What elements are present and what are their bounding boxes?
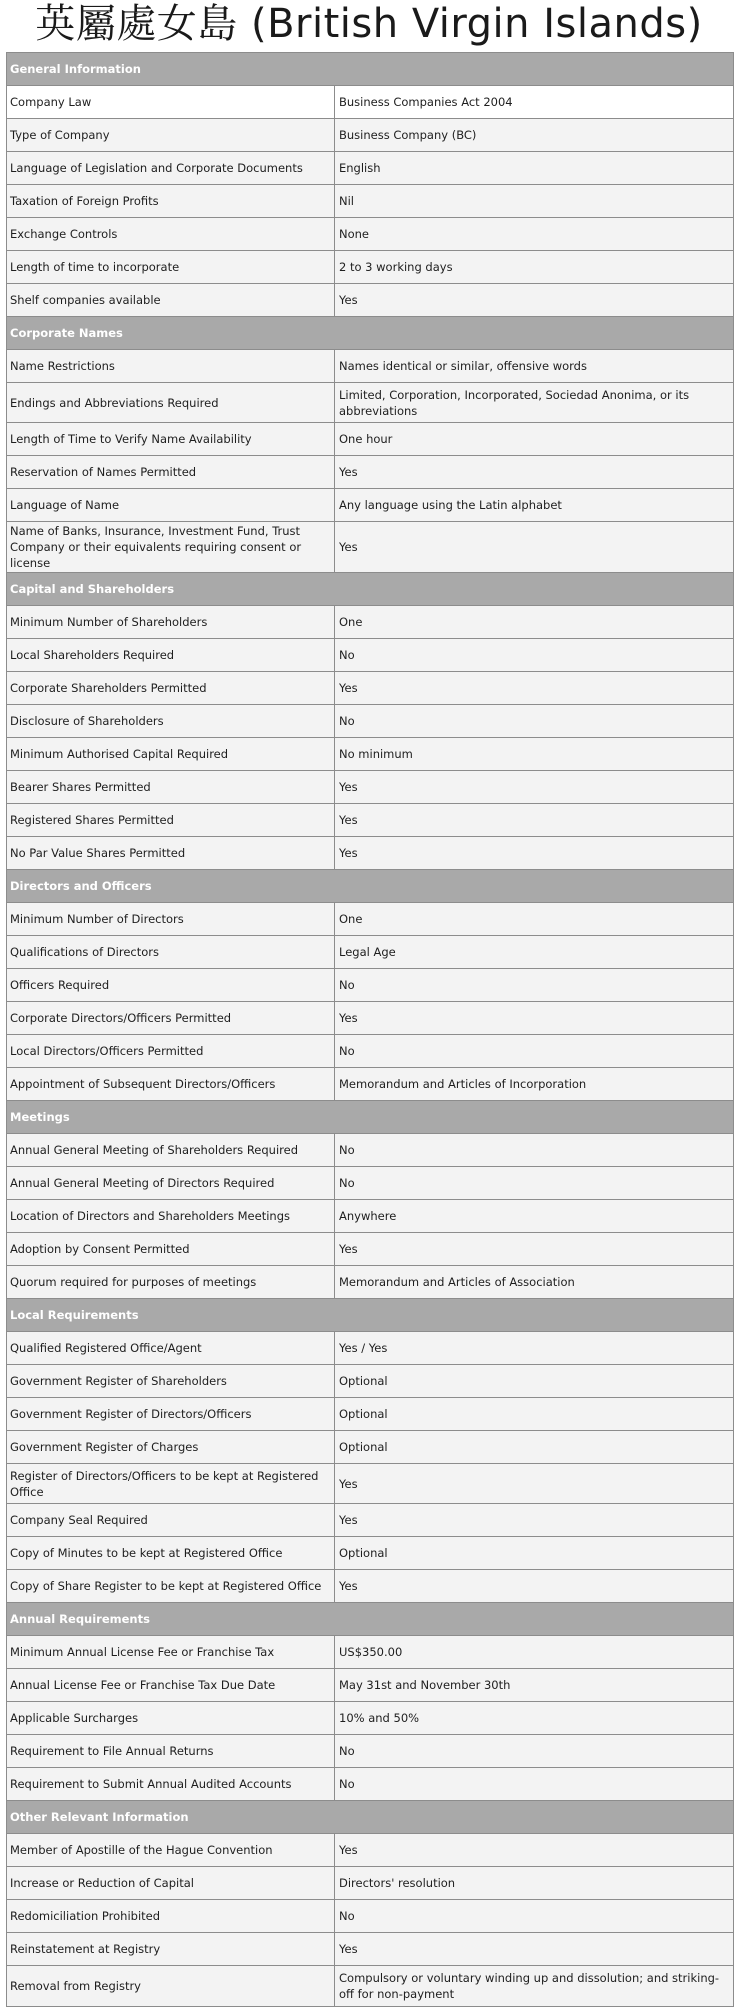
row-value: One (339, 912, 363, 926)
table-row (7, 705, 733, 738)
table-row (7, 383, 733, 423)
row-label: Endings and Abbreviations Required (7, 383, 335, 422)
row-label: Exchange Controls (7, 218, 335, 250)
table-row (7, 1900, 733, 1933)
row-value: Limited, Corporation, Incorporated, Sociedad Anonima, or its abbreviations (339, 387, 690, 418)
row-value: Optional (339, 1374, 388, 1388)
row-label: Company Seal Required (7, 1504, 335, 1536)
table-row (7, 350, 733, 383)
row-label: Redomiciliation Prohibited (7, 1900, 335, 1932)
table-row (7, 837, 733, 870)
row-value: Names identical or similar, offensive words (339, 359, 587, 373)
table-row (7, 86, 733, 119)
table-row (7, 1431, 733, 1464)
row-label: Language of Legislation and Corporate Documents (7, 152, 335, 184)
page-title: 英屬處女島 (British Virgin Islands) (35, 1, 703, 47)
row-label: Applicable Surcharges (7, 1702, 335, 1734)
row-value: Memorandum and Articles of Association (339, 1275, 575, 1289)
table-row (7, 903, 733, 936)
table-row (7, 1200, 733, 1233)
row-label: Minimum Authorised Capital Required (7, 738, 335, 770)
row-label: No Par Value Shares Permitted (7, 837, 335, 869)
row-value: No (339, 1176, 355, 1190)
row-value: Yes (339, 681, 358, 695)
table-row (7, 804, 733, 837)
table-row (7, 1636, 733, 1669)
row-label: Name of Banks, Insurance, Investment Fund, Trust Company or their equivalents requiring consent or license (7, 522, 335, 572)
row-value: US$350.00 (339, 1645, 403, 1659)
table-row (7, 218, 733, 251)
table-row (7, 936, 733, 969)
row-label: Qualifications of Directors (7, 936, 335, 968)
row-label: Bearer Shares Permitted (7, 771, 335, 803)
row-label: Minimum Number of Shareholders (7, 606, 335, 638)
row-value: May 31st and November 30th (339, 1678, 511, 1692)
table-row (7, 1768, 733, 1801)
row-value: One (339, 615, 363, 629)
row-label: Qualified Registered Office/Agent (7, 1332, 335, 1364)
table-row (7, 1570, 733, 1603)
row-label: Annual License Fee or Franchise Tax Due Date (7, 1669, 335, 1701)
row-label: Language of Name (7, 489, 335, 521)
section-header: Capital and Shareholders (7, 573, 733, 606)
row-value: Yes (339, 846, 358, 860)
row-value: Yes (339, 1513, 358, 1527)
row-value: Yes (339, 1476, 358, 1491)
table-row (7, 1933, 733, 1966)
row-label: Annual General Meeting of Shareholders Required (7, 1134, 335, 1166)
table-row (7, 1867, 733, 1900)
row-label: Corporate Directors/Officers Permitted (7, 1002, 335, 1034)
table-row (7, 1365, 733, 1398)
row-label: Government Register of Directors/Officers (7, 1398, 335, 1430)
row-value: No (339, 1044, 355, 1058)
row-value: No (339, 978, 355, 992)
table-row (7, 1398, 733, 1431)
row-label: Appointment of Subsequent Directors/Officers (7, 1068, 335, 1100)
table-row (7, 639, 733, 672)
table-row (7, 1669, 733, 1702)
row-label: Corporate Shareholders Permitted (7, 672, 335, 704)
row-value: No minimum (339, 747, 413, 761)
section-header: Meetings (7, 1101, 733, 1134)
row-value: Optional (339, 1546, 388, 1560)
table-row (7, 771, 733, 804)
row-label: Annual General Meeting of Directors Required (7, 1167, 335, 1199)
row-value: Directors' resolution (339, 1876, 456, 1890)
row-label: Disclosure of Shareholders (7, 705, 335, 737)
table-row (7, 489, 733, 522)
table-row (7, 1834, 733, 1867)
row-value: None (339, 227, 370, 241)
section-header: Directors and Officers (7, 870, 733, 903)
row-label: Minimum Number of Directors (7, 903, 335, 935)
table-row (7, 284, 733, 317)
row-label: Register of Directors/Officers to be kept at Registered Office (7, 1464, 335, 1503)
row-value: Yes (339, 1242, 358, 1256)
row-label: Taxation of Foreign Profits (7, 185, 335, 217)
row-label: Increase or Reduction of Capital (7, 1867, 335, 1899)
table-row (7, 1068, 733, 1101)
row-value: No (339, 648, 355, 662)
table-row (7, 423, 733, 456)
table-row (7, 1464, 733, 1504)
row-value: Compulsory or voluntary winding up and dissolution; and striking-off for non-payment (339, 1971, 720, 2001)
row-label: Adoption by Consent Permitted (7, 1233, 335, 1265)
table-row (7, 1002, 733, 1035)
row-value: Optional (339, 1407, 388, 1421)
row-label: Location of Directors and Shareholders Meetings (7, 1200, 335, 1232)
row-label: Minimum Annual License Fee or Franchise Tax (7, 1636, 335, 1668)
table-row (7, 1702, 733, 1735)
row-value: Yes (339, 813, 358, 827)
table-row (7, 1537, 733, 1570)
row-value: One hour (339, 432, 393, 446)
table-row (7, 606, 733, 639)
row-label: Local Shareholders Required (7, 639, 335, 671)
row-label: Copy of Share Register to be kept at Registered Office (7, 1570, 335, 1602)
table-row (7, 1266, 733, 1299)
row-label: Length of time to incorporate (7, 251, 335, 283)
table-row (7, 672, 733, 705)
table-row (7, 1233, 733, 1266)
row-value: No (339, 714, 355, 728)
row-value: No (339, 1777, 355, 1791)
row-label: Shelf companies available (7, 284, 335, 316)
table-row (7, 1167, 733, 1200)
row-value: Optional (339, 1440, 388, 1454)
table-row (7, 1966, 733, 2006)
row-value: No (339, 1744, 355, 1758)
row-value: No (339, 1143, 355, 1157)
row-value: Yes (339, 1011, 358, 1025)
table-row (7, 522, 733, 573)
row-label: Local Directors/Officers Permitted (7, 1035, 335, 1067)
row-value: Yes (339, 465, 358, 479)
row-label: Quorum required for purposes of meetings (7, 1266, 335, 1298)
row-label: Officers Required (7, 969, 335, 1001)
row-label: Registered Shares Permitted (7, 804, 335, 836)
table-row (7, 1134, 733, 1167)
table-row (7, 1504, 733, 1537)
row-label: Requirement to File Annual Returns (7, 1735, 335, 1767)
row-value: Yes (339, 1843, 358, 1857)
row-value: Memorandum and Articles of Incorporation (339, 1077, 587, 1091)
row-label: Removal from Registry (7, 1966, 335, 2006)
row-label: Company Law (7, 86, 335, 118)
section-header: General Information (7, 53, 733, 86)
row-label: Member of Apostille of the Hague Convention (7, 1834, 335, 1866)
table-row (7, 969, 733, 1002)
row-value: Yes / Yes (339, 1341, 388, 1355)
table-row (7, 119, 733, 152)
row-label: Reservation of Names Permitted (7, 456, 335, 488)
row-value: No (339, 1909, 355, 1923)
row-label: Type of Company (7, 119, 335, 151)
row-label: Requirement to Submit Annual Audited Accounts (7, 1768, 335, 1800)
row-value: Yes (339, 540, 358, 554)
table-row (7, 1332, 733, 1365)
row-value: 2 to 3 working days (339, 260, 453, 274)
table-row (7, 456, 733, 489)
row-value: 10% and 50% (339, 1711, 420, 1725)
row-label: Government Register of Shareholders (7, 1365, 335, 1397)
table-row (7, 251, 733, 284)
table-row (7, 1035, 733, 1068)
row-value: English (339, 161, 381, 175)
section-header: Other Relevant Information (7, 1801, 733, 1834)
table-row (7, 1735, 733, 1768)
row-value: Any language using the Latin alphabet (339, 498, 562, 512)
jurisdiction-info-table (6, 52, 734, 2007)
table-row (7, 738, 733, 771)
row-value: Legal Age (339, 945, 396, 959)
row-value: Business Company (BC) (339, 128, 477, 142)
row-value: Yes (339, 1942, 358, 1956)
row-value: Yes (339, 780, 358, 794)
row-label: Reinstatement at Registry (7, 1933, 335, 1965)
table-row (7, 185, 733, 218)
row-label: Length of Time to Verify Name Availability (7, 423, 335, 455)
row-label: Government Register of Charges (7, 1431, 335, 1463)
row-value: Anywhere (339, 1209, 397, 1223)
section-header: Annual Requirements (7, 1603, 733, 1636)
section-header: Local Requirements (7, 1299, 733, 1332)
section-header: Corporate Names (7, 317, 733, 350)
table-row (7, 152, 733, 185)
row-value: Yes (339, 1579, 358, 1593)
row-label: Copy of Minutes to be kept at Registered Office (7, 1537, 335, 1569)
row-label: Name Restrictions (7, 350, 335, 382)
row-value: Business Companies Act 2004 (339, 95, 513, 109)
row-value: Yes (339, 293, 358, 307)
row-value: Nil (339, 194, 354, 208)
